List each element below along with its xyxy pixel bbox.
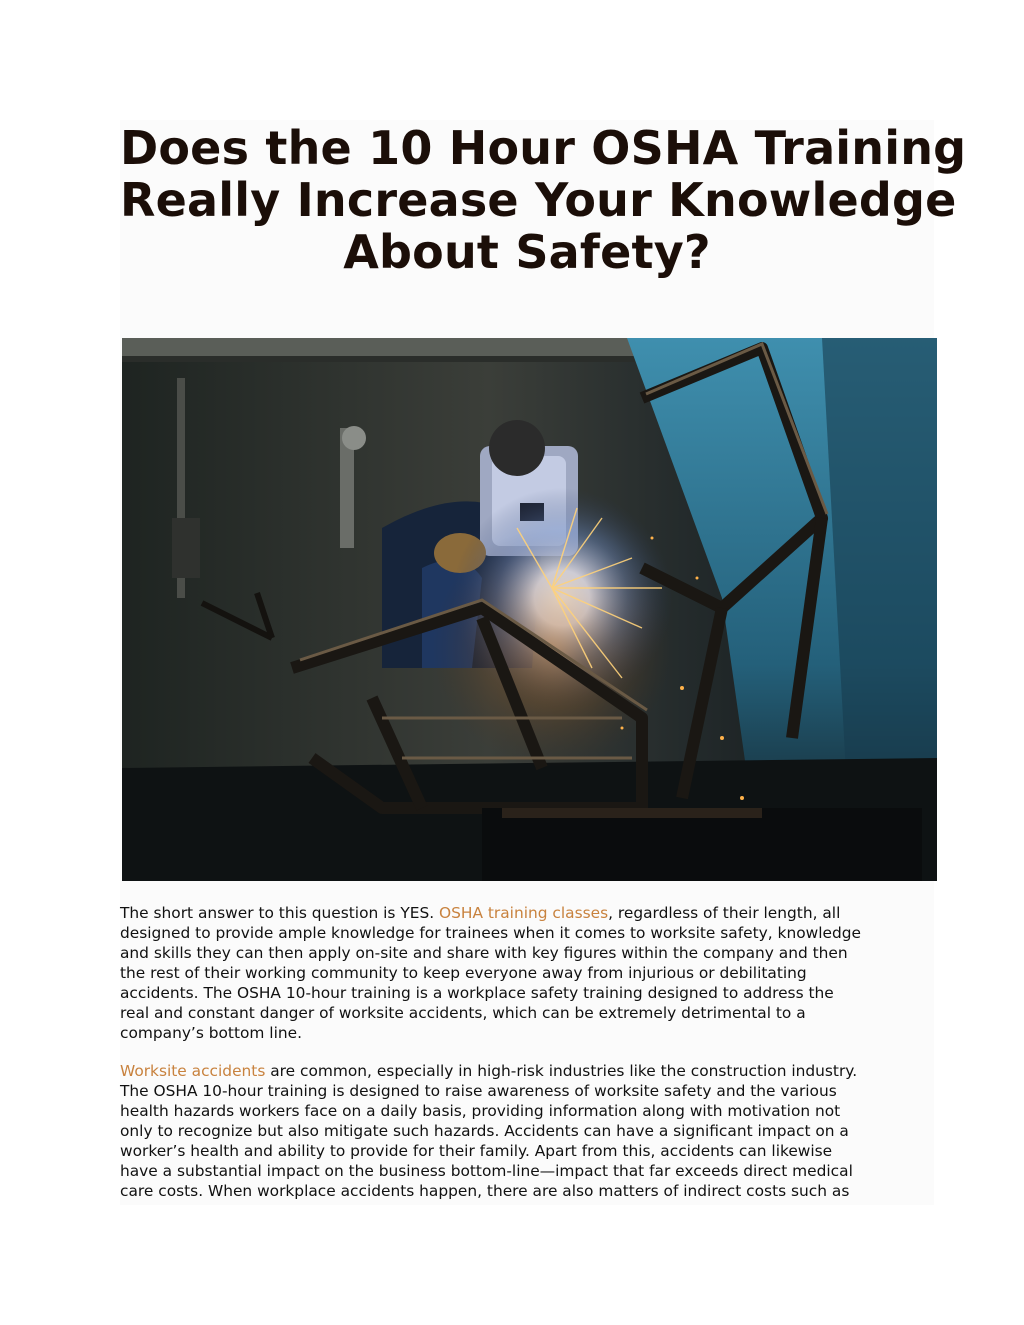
title-line: Really Increase Your Knowledge (120, 173, 957, 227)
paragraph-text: , regardless of their length, all (608, 904, 841, 922)
worksite-accidents-link[interactable]: Worksite accidents (120, 1062, 266, 1080)
text-line: The OSHA 10-hour training is designed to raise awareness of worksite safety and the various (120, 1082, 837, 1100)
text-line: and skills they can then apply on-site and share with key figures within the company and then (120, 944, 848, 962)
title-line: About Safety? (343, 225, 711, 279)
article-body (120, 903, 934, 1219)
article-container (120, 120, 967, 1205)
text-line: only to recognize but also mitigate such hazards. Accidents can have a significant impact on a (120, 1122, 849, 1140)
title-line: Does the 10 Hour OSHA Training (120, 121, 967, 175)
paragraph-1 (120, 903, 934, 1043)
text-line: health hazards workers face on a daily basis, providing information along with motivation not (120, 1102, 841, 1120)
paragraph-2 (120, 1061, 934, 1201)
text-line: accidents. The OSHA 10-hour training is a workplace safety training designed to address the (120, 984, 834, 1002)
text-line: real and constant danger of worksite accidents, which can be extremely detrimental to a (120, 1004, 806, 1022)
welder-illustration (122, 338, 937, 881)
osha-training-classes-link[interactable]: OSHA training classes (439, 904, 609, 922)
text-line (120, 903, 934, 923)
text-line: care costs. When workplace accidents happen, there are also matters of indirect costs such as (120, 1182, 850, 1200)
paragraph-lead: The short answer to this question is YES. (120, 904, 440, 922)
text-line: worker’s health and ability to provide for their family. Apart from this, accidents can likewise (120, 1142, 833, 1160)
welder-photo (122, 338, 937, 881)
text-line: designed to provide ample knowledge for trainees when it comes to worksite safety, knowledge (120, 924, 861, 942)
text-line: company’s bottom line. (120, 1024, 302, 1042)
text-line (120, 1061, 934, 1081)
paragraph-text: are common, especially in high-risk industries like the construction industry. (265, 1062, 858, 1080)
text-line: the rest of their working community to keep everyone away from injurious or debilitating (120, 964, 807, 982)
text-line: have a substantial impact on the business bottom-line—impact that far exceeds direct medical (120, 1162, 853, 1180)
article-title (120, 120, 967, 279)
